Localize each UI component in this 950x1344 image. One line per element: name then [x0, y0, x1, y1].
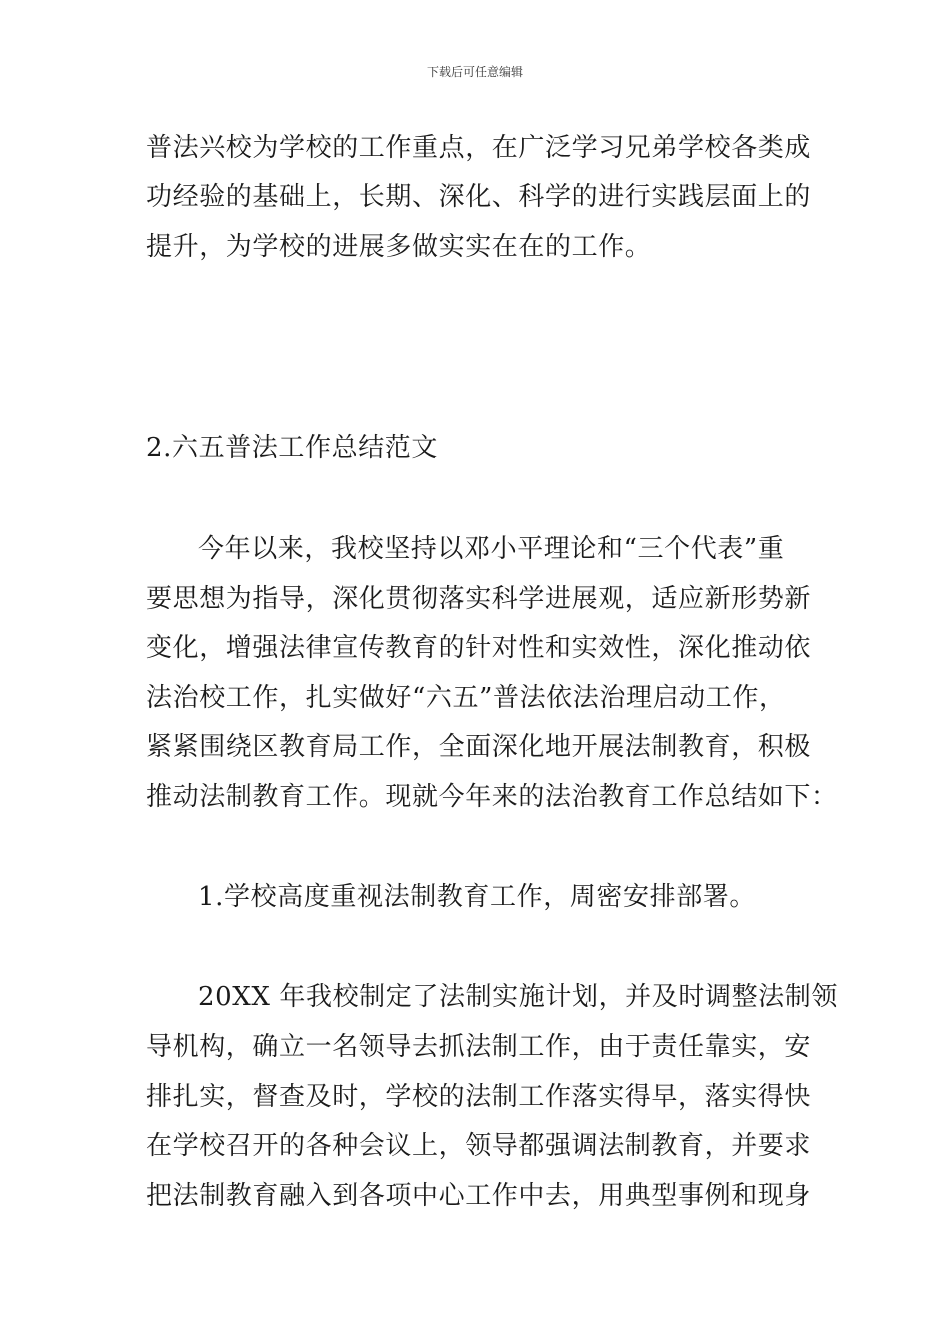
- paragraph-line: 要思想为指导，深化贯彻落实科学进展观，适应新形势新: [146, 584, 812, 614]
- paragraph-line: 变化，增强法律宣传教育的针对性和实效性，深化推动依: [146, 633, 812, 663]
- paragraph-line: 推动法制教育工作。现就今年来的法治教育工作总结如下：: [146, 782, 838, 812]
- paragraph-line: 导机构，确立一名领导去抓法制工作，由于责任靠实，安: [146, 1032, 812, 1062]
- paragraph-line: 排扎实，督查及时，学校的法制工作落实得早，落实得快: [146, 1082, 812, 1112]
- paragraph-line: 在学校召开的各种会议上，领导都强调法制教育，并要求: [146, 1131, 812, 1161]
- paragraph-line: 普法兴校为学校的工作重点，在广泛学习兄弟学校各类成: [146, 133, 812, 163]
- paragraph-line: 紧紧围绕区教育局工作，全面深化地开展法制教育，积极: [146, 732, 812, 762]
- paragraph-line: 今年以来，我校坚持以邓小平理论和“三个代表”重: [198, 534, 785, 564]
- paragraph-line: 把法制教育融入到各项中心工作中去，用典型事例和现身: [146, 1181, 812, 1211]
- paragraph-line: 功经验的基础上，长期、深化、科学的进行实践层面上的: [146, 182, 812, 212]
- page-header: 下载后可任意编辑: [426, 65, 523, 79]
- paragraph-line: 20XX 年我校制定了法制实施计划，并及时调整法制领: [198, 982, 838, 1012]
- paragraph-line: 法治校工作，扎实做好“六五”普法依法治理启动工作，: [146, 683, 786, 713]
- section-heading: 2.六五普法工作总结范文: [146, 433, 439, 463]
- list-item: 1.学校高度重视法制教育工作，周密安排部署。: [198, 882, 757, 912]
- paragraph-line: 提升，为学校的进展多做实实在在的工作。: [146, 232, 652, 262]
